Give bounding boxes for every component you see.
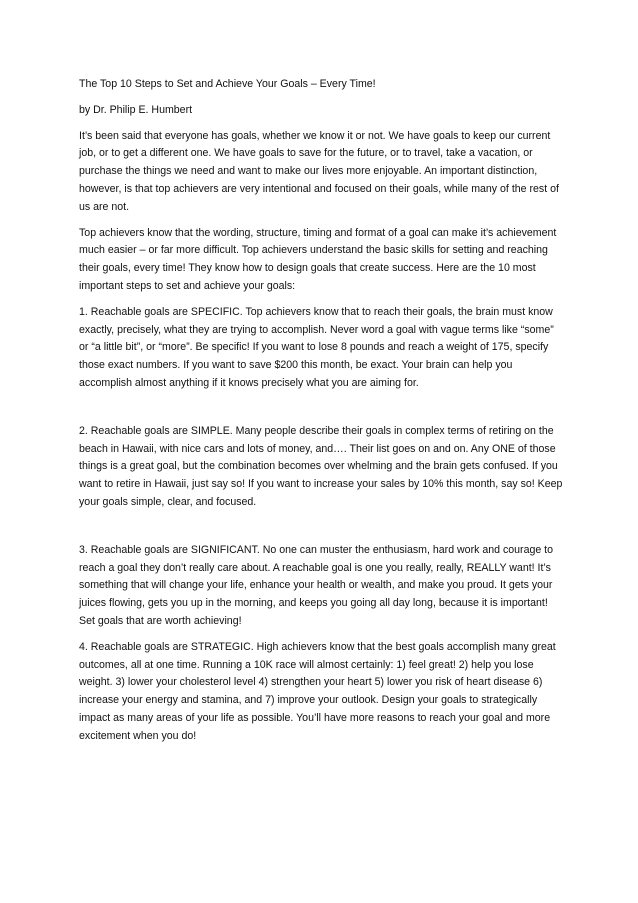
step-4-paragraph: 4. Reachable goals are STRATEGIC. High achievers know that the best goals accomplish many great outcomes, all at one time. Running a 10K race will almost certainly: 1) feel great! 2) help you lose weight. 3) lower your cholesterol level 4) strengthen your heart 5) lower you risk of heart disease 6) increase your energy and stamina, and 7) improve your outlook. Design your goals to strategically impact as many areas of your life as possible. You’ll have more reasons to reach your goal and more excitement when you do!	[79, 640, 556, 742]
intro-paragraph-1: It’s been said that everyone has goals, whether we know it or not. We have goals to keep our current job, or to get a different one. We have goals to save for the future, or to travel, take a vacation, or purchase the things we need and want to make our lives more enjoyable. An important distinction, however, is that top achievers are very intentional and focused on their goals, while many of the rest of us are not.	[79, 129, 559, 213]
step-1-paragraph: 1. Reachable goals are SPECIFIC. Top achievers know that to reach their goals, the brain must know exactly, precisely, what they are trying to accomplish. Never word a goal with vague terms like “some” or “a little bit”, or “more”. Be specific! If you want to lose 8 pounds and reach a weight of 175, specify those exact numbers. If you want to save $200 this month, be exact. Your brain can help you accomplish almost anything if it knows precisely what you are aiming for.	[79, 305, 554, 389]
document-title: The Top 10 Steps to Set and Achieve Your Goals – Every Time!	[79, 78, 376, 90]
intro-paragraph-2: Top achievers know that the wording, structure, timing and format of a goal can make it’s achievement much easier – or far more difficult. Top achievers understand the basic skills for setting and reaching their goals, every time! They know how to design goals that create success. Here are the 10 most important steps to set and achieve your goals:	[79, 226, 557, 292]
document-author: by Dr. Philip E. Humbert	[79, 103, 193, 116]
document-body	[79, 76, 565, 754]
step-2-paragraph: 2. Reachable goals are SIMPLE. Many people describe their goals in complex terms of retiring on the beach in Hawaii, with nice cars and lots of money, and…. Their list goes on and on. Any ONE of those things is a great goal, but the combination becomes over whelming and the brain gets confused. If you want to retire in Hawaii, just say so! If you want to increase your sales by 10% this month, say so! Keep your goals simple, clear, and focused.	[79, 424, 563, 508]
step-3-paragraph: 3. Reachable goals are SIGNIFICANT. No one can muster the enthusiasm, hard work and courage to reach a goal they don’t really care about. A reachable goal is one you really, really, REALLY want! It’s something that will change your life, enhance your health or wealth, and make you proud. It gets your juices flowing, gets you up in the morning, and keeps you going all day long, because it is important! Set goals that are worth achieving!	[79, 543, 554, 627]
